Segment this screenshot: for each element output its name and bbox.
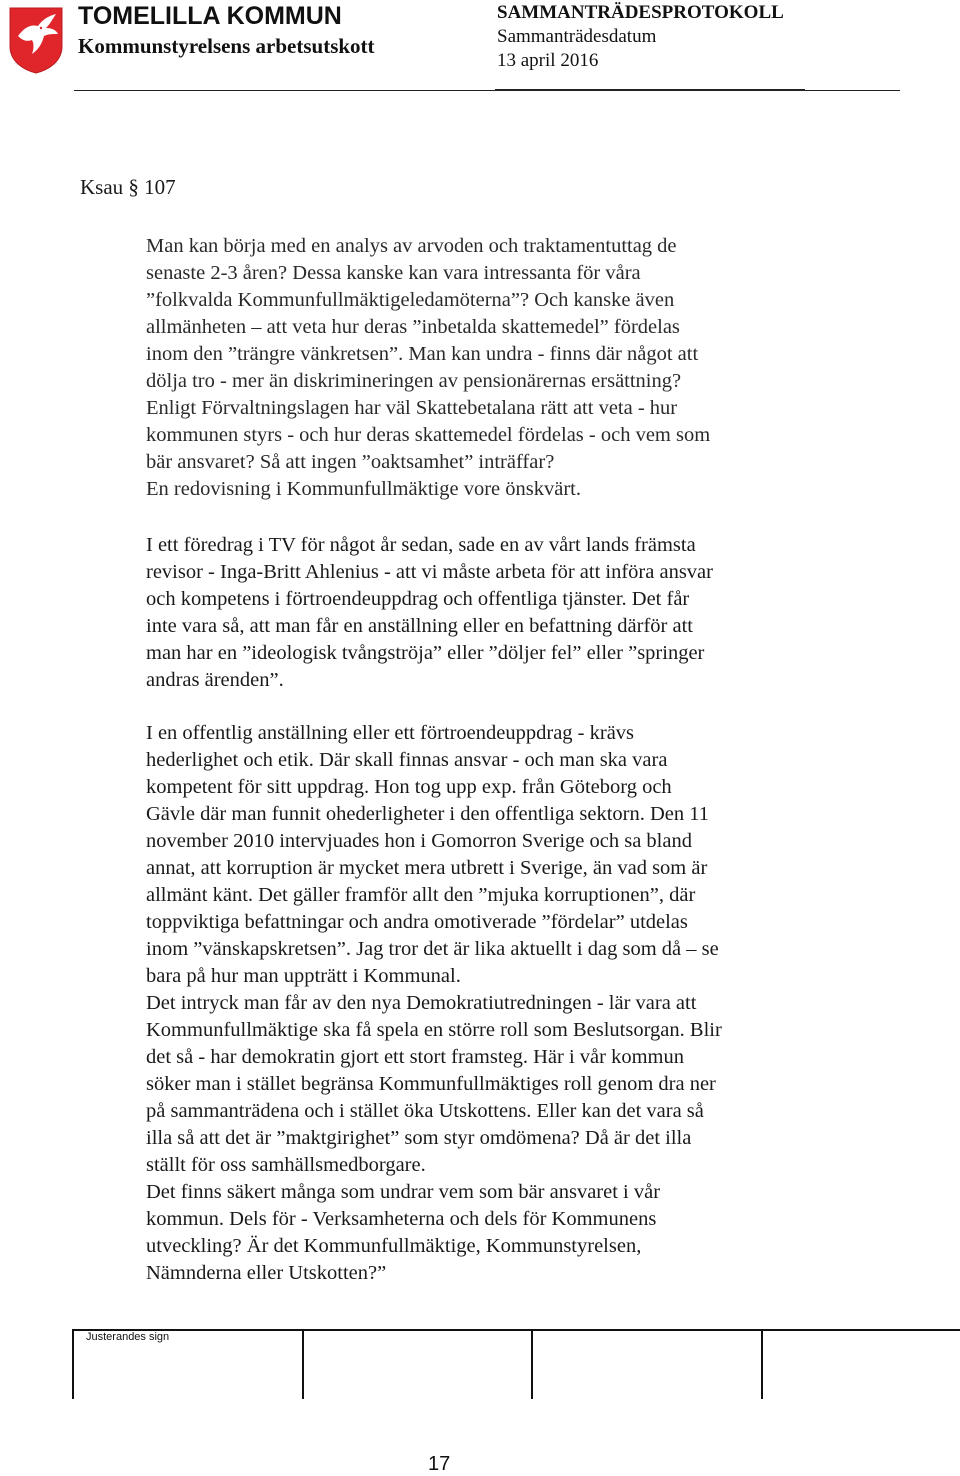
paragraph: I en offentlig anställning eller ett förtroendeuppdrag - krävs hederlighet och etik. Där skall finnas ansvar - och man ska vara kompetent för sitt uppdrag. Hon tog upp exp. från Göteborg och Gävle där man funnit ohederligheter i den offentliga sektorn. Den 11 november 2010 intervjuades hon i Gomorron Sverige och sa bland annat, att korruption är mycket mera utbrett i Sverige, än vad som är allmänt känt. Det gäller framför allt den ”mjuka korruptionen”, där toppviktiga befattningar och andra omotiverade ”fördelar” utdelas inom ”vänskapskretsen”. Jag tror det är lika aktuellt i dag som då – se bara på hur man uppträtt i Kommunal. Det intryck man får av den nya Demokratiutredningen - lär vara att Kommunfullmäktige ska få spela en större roll som Beslutsorgan. Blir det så - har demokratin gjort ett stort framsteg. Här i vår kommun söker man i stället begränsa Kommunfullmäktiges roll genom dra ner på sammanträdena och i stället öka Utskottens. Eller kan det vara så illa så att det är ”maktgirighet” som styr omdömena? Då är det illa ställt för oss samhällsmedborgare. Det finns säkert många som undrar vem som bär ansvaret i vår kommun. Dels för - Verksamheterna och dels för Kommunens utveckling? Är det Kommunfullmäktige, Kommunstyrelsen, Nämnderna eller Utskotten?” [146,722,722,1284]
org-subtitle: Kommunstyrelsens arbetsutskott [78,34,375,58]
signature-cell [72,1331,74,1399]
signature-label: Justerandes sign [86,1331,170,1343]
section-reference: Ksau § 107 [80,175,176,199]
date-label: Sammanträdesdatum [497,26,657,47]
signature-table [72,1329,960,1399]
kommun-vapen-icon [8,6,64,74]
date-value: 13 april 2016 [497,50,599,71]
header-divider-accent [495,89,805,91]
signature-cell [761,1331,763,1399]
org-name: TOMELILLA KOMMUN [78,2,342,30]
paragraph: Man kan börja med en analys av arvoden och traktamentuttag de senaste 2-3 åren? Dessa kanske kan vara intressanta för våra ”folkvalda Kommunfullmäktigeledamöterna”? Och kanske även allmänheten – att veta hur deras ”inbetalda skattemedel” fördelas inom den ”trängre vänkretsen”. Man kan undra - finns där något att dölja tro - mer än diskrimineringen av pensionärernas ersättning? Enligt Förvaltningslagen har väl Skattebetalana rätt att veta - hur kommunen styrs - och hur deras skattemedel fördelas - och vem som bär ansvaret? Så att ingen ”oaktsamhet” inträffar? En redovisning i Kommunfullmäktige vore önskvärt. [146,235,711,500]
document-type: SAMMANTRÄDESPROTOKOLL [497,2,784,23]
page-number: 17 [428,1453,451,1475]
paragraph: I ett föredrag i TV för något år sedan, sade en av vårt lands främsta revisor - Inga-Britt Ahlenius - att vi måste arbeta för att införa ansvar och kompetens i förtroendeuppdrag och offentliga tjänster. Det får inte vara så, att man får en anställning eller en befattning därför att man har en ”ideologisk tvångströja” eller ”döljer fel” eller ”springer andras ärenden”. [146,534,713,691]
signature-cell [531,1331,533,1399]
signature-cell [302,1331,304,1399]
